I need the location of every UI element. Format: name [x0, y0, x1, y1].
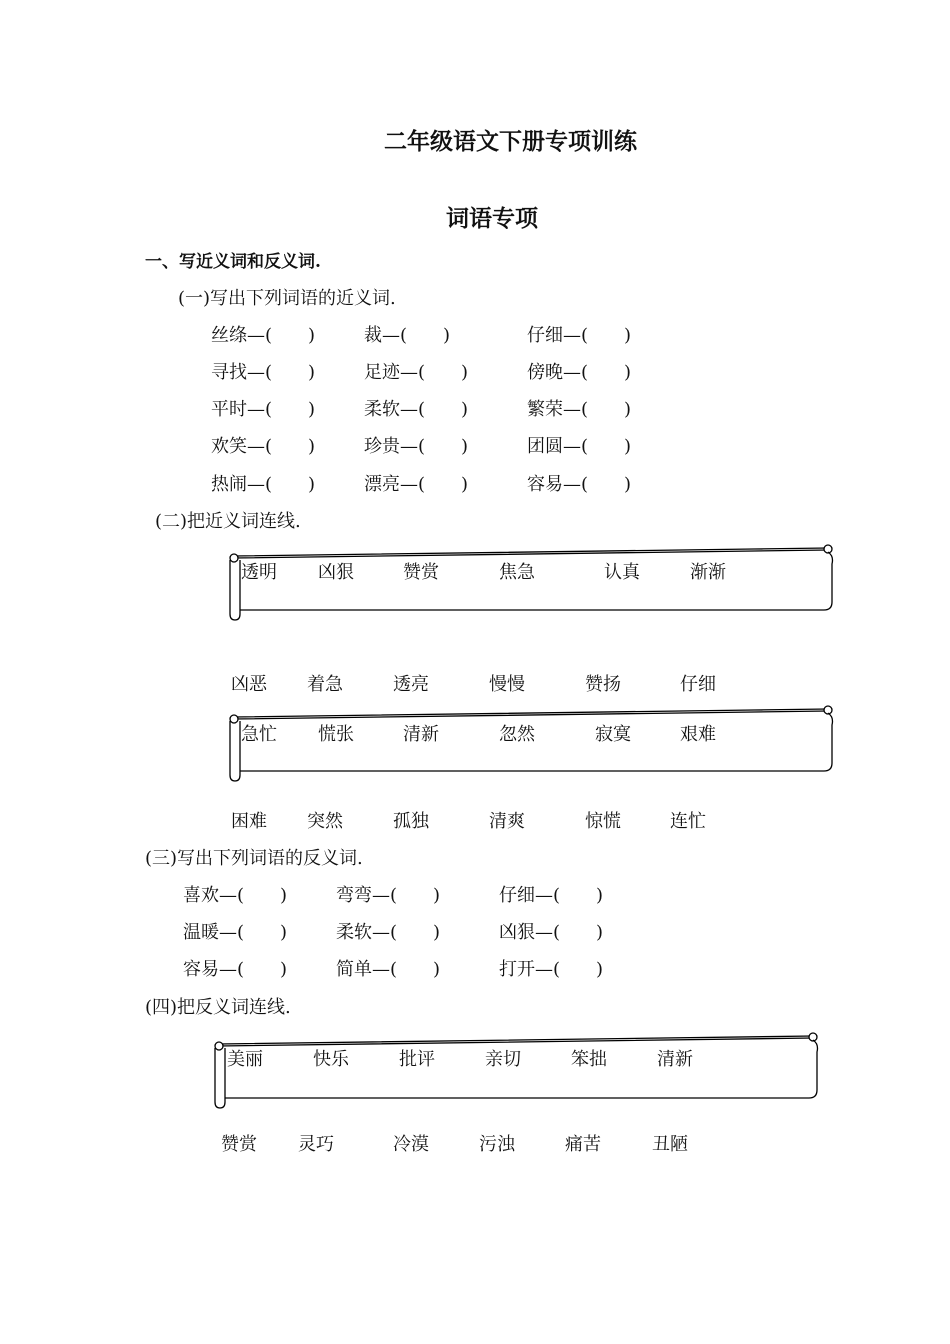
scroll-word: 慌张: [318, 724, 354, 745]
part3-label: (三)写出下列词语的反义词.: [145, 848, 363, 869]
section-heading: 一、写近义词和反义词.: [145, 252, 321, 272]
match-word: 灵巧: [298, 1134, 334, 1155]
match-word: 赞扬: [585, 674, 621, 695]
match-word: 仔细: [680, 674, 716, 695]
match-word: 孤独: [393, 811, 429, 832]
match-word: 惊慌: [585, 811, 621, 832]
scroll-banner: [211, 1032, 823, 1112]
scroll-word: 透明: [241, 562, 277, 583]
synonym-item: 热闹—( ): [211, 474, 316, 495]
match-word: 污浊: [479, 1134, 515, 1155]
scroll-word: 认真: [604, 562, 640, 583]
scroll-word: 笨拙: [571, 1049, 607, 1070]
scroll-word: 美丽: [227, 1049, 263, 1070]
synonym-item: 裁—( ): [364, 325, 451, 346]
scroll-word: 艰难: [680, 724, 716, 745]
match-word: 痛苦: [565, 1134, 601, 1155]
scroll-banner: [226, 544, 838, 624]
scroll-word: 批评: [399, 1049, 435, 1070]
page-subtitle: 词语专项: [446, 206, 538, 232]
match-word: 慢慢: [489, 674, 525, 695]
synonym-item: 足迹—( ): [364, 362, 469, 383]
antonym-item: 简单—( ): [336, 959, 441, 980]
synonym-item: 傍晚—( ): [527, 362, 632, 383]
synonym-item: 容易—( ): [527, 474, 632, 495]
match-word: 赞赏: [221, 1134, 257, 1155]
page-title: 二年级语文下册专项训练: [384, 129, 637, 155]
antonym-item: 弯弯—( ): [336, 885, 441, 906]
match-word: 冷漠: [393, 1134, 429, 1155]
match-word: 困难: [231, 811, 267, 832]
synonym-item: 团圆—( ): [527, 436, 632, 457]
scroll-word: 赞赏: [403, 562, 439, 583]
match-word: 突然: [307, 811, 343, 832]
match-word: 透亮: [393, 674, 429, 695]
part1-label: (一)写出下列词语的近义词.: [178, 288, 396, 309]
synonym-item: 平时—( ): [211, 399, 316, 420]
synonym-item: 仔细—( ): [527, 325, 632, 346]
match-word: 连忙: [670, 811, 706, 832]
synonym-item: 珍贵—( ): [364, 436, 469, 457]
match-word: 清爽: [489, 811, 525, 832]
match-word: 丑陋: [652, 1134, 688, 1155]
scroll-word: 凶狠: [318, 562, 354, 583]
match-word: 凶恶: [231, 674, 267, 695]
antonym-item: 温暖—( ): [183, 922, 288, 943]
scroll-word: 忽然: [499, 724, 535, 745]
scroll-word: 清新: [403, 724, 439, 745]
synonym-item: 丝绦—( ): [211, 325, 316, 346]
antonym-item: 仔细—( ): [499, 885, 604, 906]
antonym-item: 容易—( ): [183, 959, 288, 980]
antonym-item: 打开—( ): [499, 959, 604, 980]
scroll-word: 寂寞: [595, 724, 631, 745]
scroll-word: 快乐: [313, 1049, 349, 1070]
synonym-item: 欢笑—( ): [211, 436, 316, 457]
synonym-item: 繁荣—( ): [527, 399, 632, 420]
synonym-item: 漂亮—( ): [364, 474, 469, 495]
part4-label: (四)把反义词连线.: [145, 997, 291, 1018]
synonym-item: 寻找—( ): [211, 362, 316, 383]
scroll-word: 清新: [657, 1049, 693, 1070]
match-word: 着急: [307, 674, 343, 695]
scroll-word: 焦急: [499, 562, 535, 583]
scroll-word: 亲切: [485, 1049, 521, 1070]
antonym-item: 凶狠—( ): [499, 922, 604, 943]
antonym-item: 喜欢—( ): [183, 885, 288, 906]
scroll-word: 渐渐: [690, 562, 726, 583]
antonym-item: 柔软—( ): [336, 922, 441, 943]
part2-label: (二)把近义词连线.: [155, 511, 301, 532]
scroll-frame-icon: [211, 1032, 823, 1112]
scroll-word: 急忙: [241, 724, 277, 745]
synonym-item: 柔软—( ): [364, 399, 469, 420]
scroll-frame-icon: [226, 544, 838, 624]
